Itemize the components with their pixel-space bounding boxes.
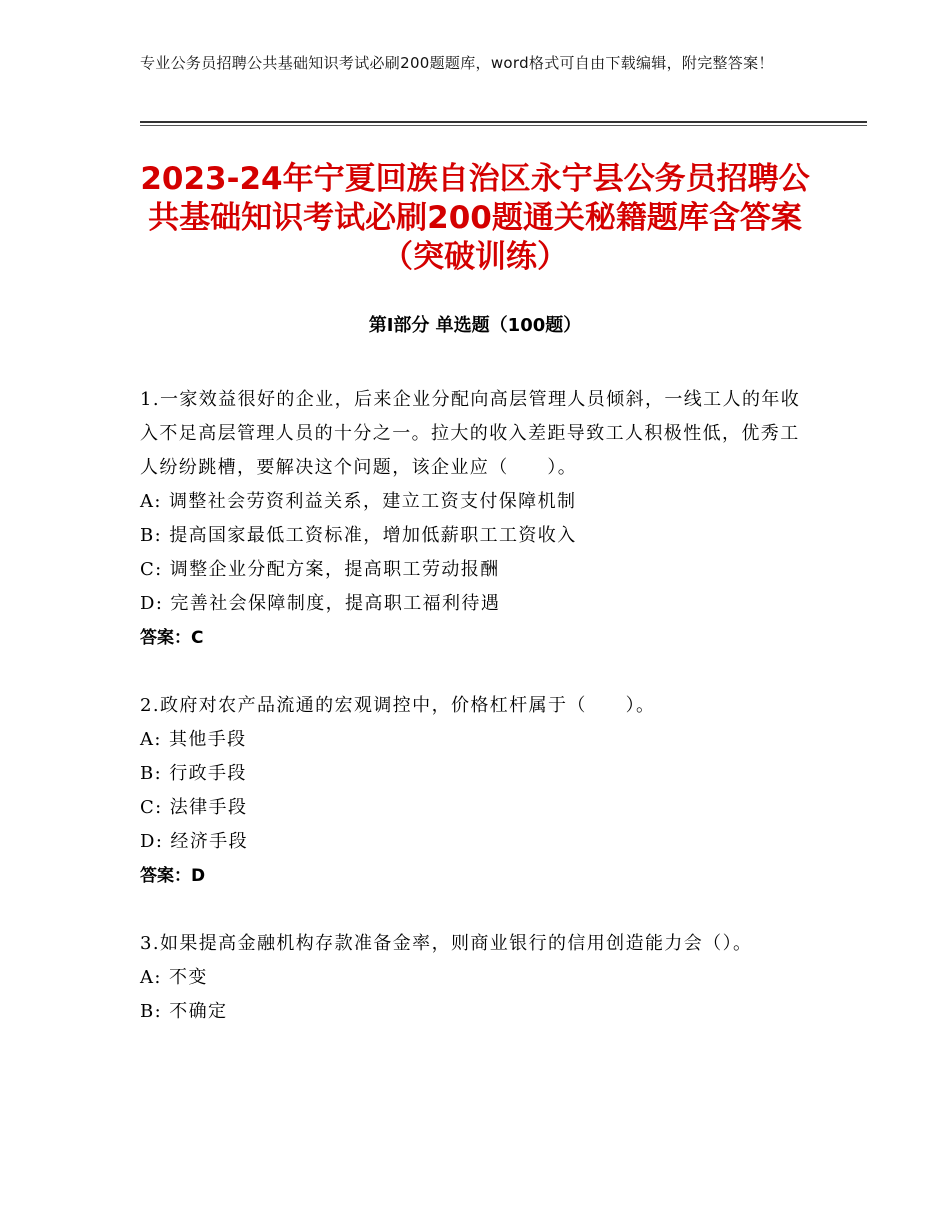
question-1 xyxy=(140,383,810,655)
question-stem: 3.如果提高金融机构存款准备金率，则商业银行的信用创造能力会（）。 xyxy=(140,933,753,954)
answer-label: 答案：D xyxy=(140,866,206,886)
option-a: A: 调整社会劳资利益关系，建立工资支付保障机制 xyxy=(140,491,577,512)
option-b: B: 提高国家最低工资标准，增加低薪职工工资收入 xyxy=(140,525,577,546)
option-b: B: 不确定 xyxy=(140,1001,228,1022)
option-d: D: 经济手段 xyxy=(140,831,249,852)
question-stem: 1.一家效益很好的企业，后来企业分配向高层管理人员倾斜，一线工人的年收入不足高层管理人员的十分之一。拉大的收入差距导致工人积极性低，优秀工人纷纷跳槽，要解决这个问题，该企业应（ ）。 xyxy=(140,389,801,478)
option-d: D: 完善社会保障制度，提高职工福利待遇 xyxy=(140,593,501,614)
question-3 xyxy=(140,927,810,1029)
header-note: 专业公务员招聘公共基础知识考试必刷200题题库，word格式可自由下载编辑，附完整答案！ xyxy=(140,54,774,72)
option-a: A: 不变 xyxy=(140,967,208,988)
answer-label: 答案：C xyxy=(140,628,204,648)
question-2 xyxy=(140,689,810,893)
question-list xyxy=(140,383,810,1029)
option-a: A: 其他手段 xyxy=(140,729,247,750)
header-rule-thick xyxy=(140,121,867,123)
option-c: C: 调整企业分配方案，提高职工劳动报酬 xyxy=(140,559,500,580)
header-rule-thin xyxy=(140,125,867,126)
section-title: 第Ⅰ部分 单选题（100题） xyxy=(368,315,582,336)
option-b: B: 行政手段 xyxy=(140,763,247,784)
option-c: C: 法律手段 xyxy=(140,797,248,818)
document-title: 2023-24年宁夏回族自治区永宁县公务员招聘公共基础知识考试必刷200题通关秘籍题库含答案（突破训练） xyxy=(140,161,810,275)
question-stem: 2.政府对农产品流通的宏观调控中，价格杠杆属于（ ）。 xyxy=(140,695,656,716)
